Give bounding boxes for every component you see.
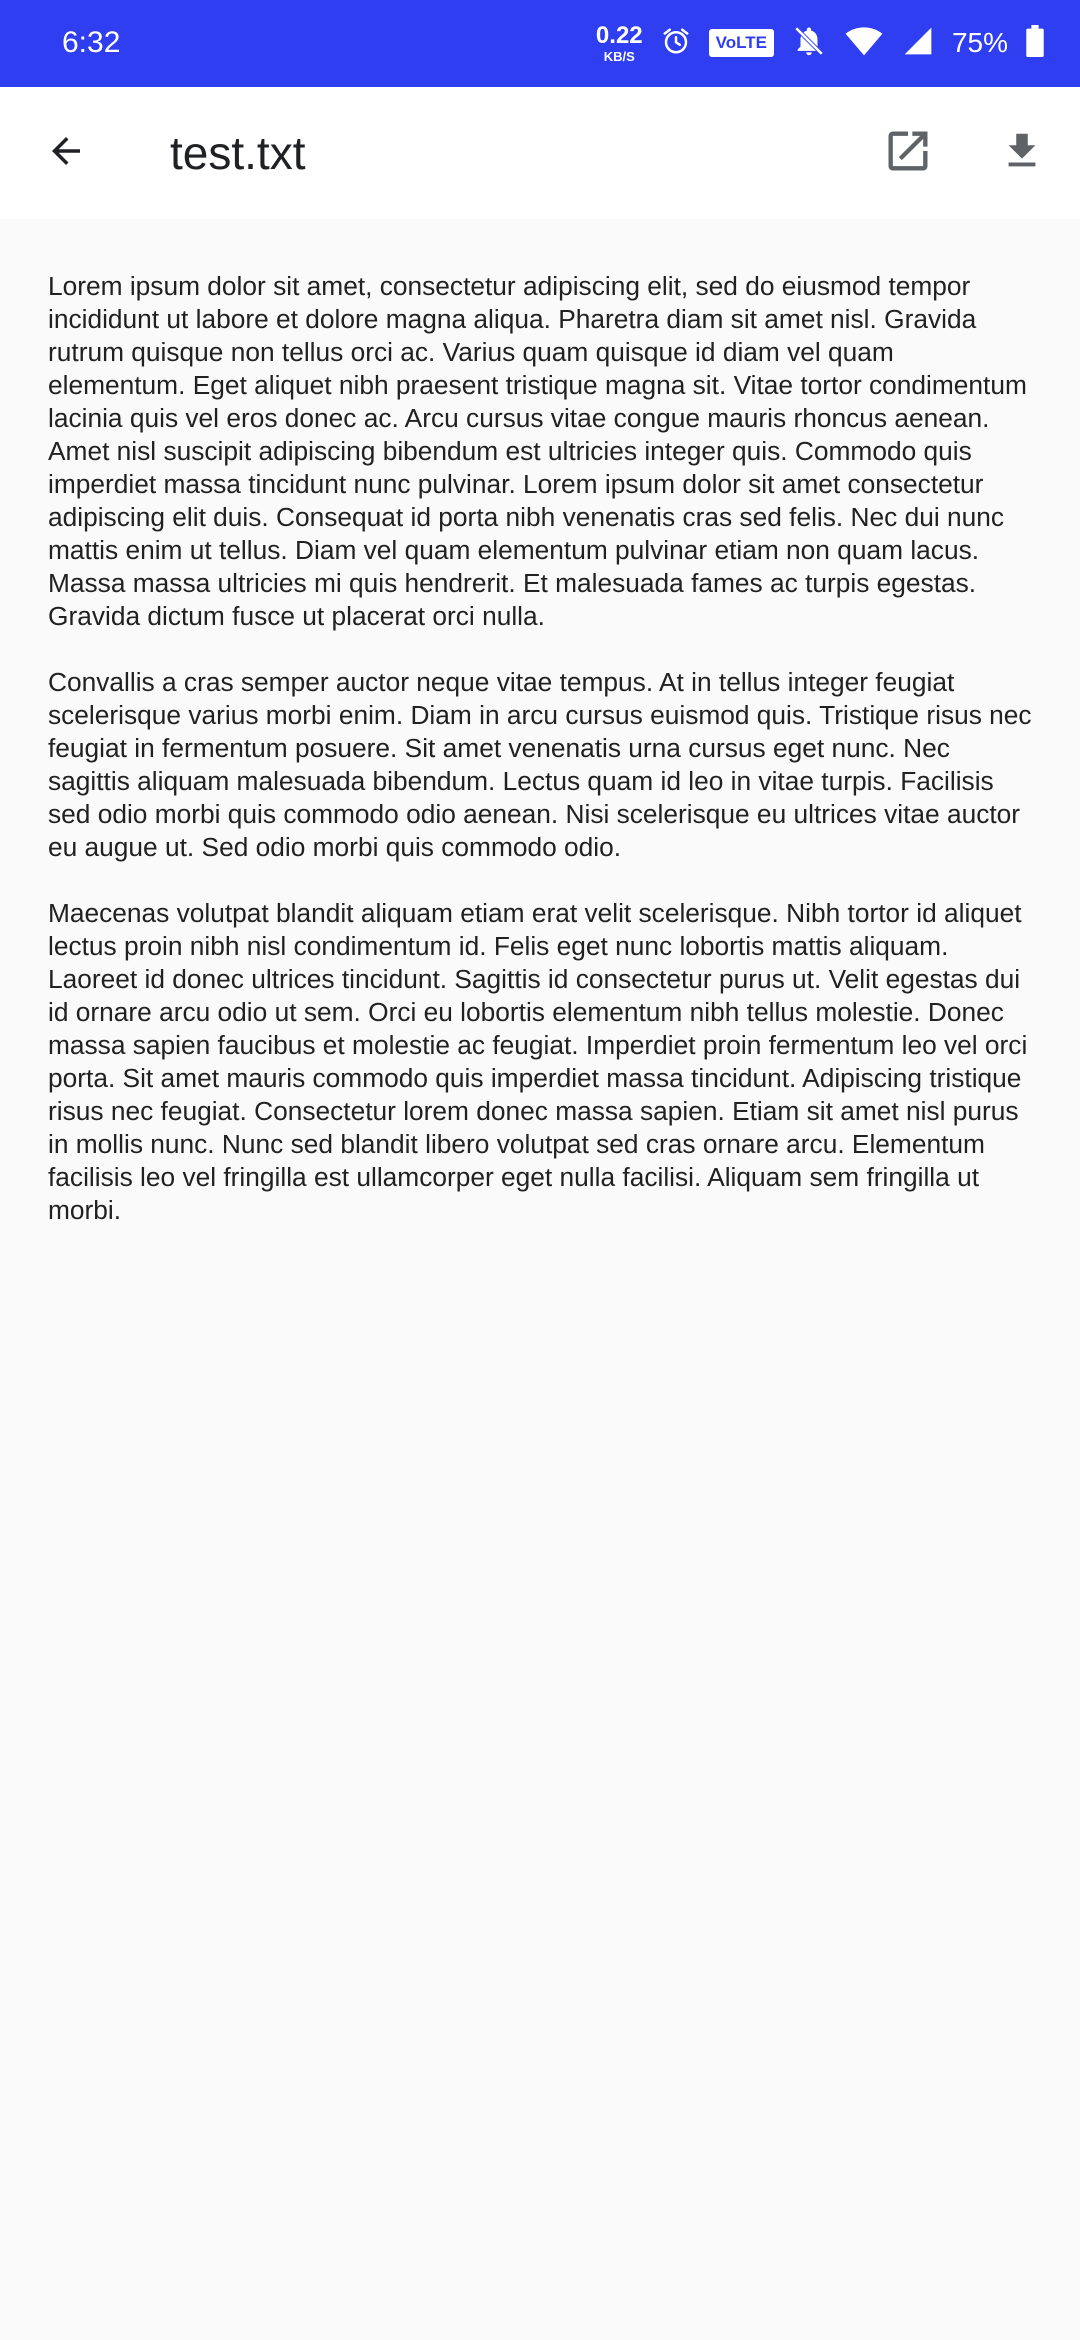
status-bar — [0, 0, 1080, 87]
download-icon — [999, 128, 1045, 179]
file-content — [48, 270, 1038, 1260]
alarm-icon — [661, 26, 691, 61]
network-speed-unit: KB/S — [603, 48, 635, 64]
app-bar — [0, 87, 1080, 219]
signal-icon — [902, 25, 934, 62]
text-paragraph: Convallis a cras semper auctor neque vitae tempus. At in tellus integer feugiat scelerisque varius morbi enim. Diam in arcu cursus euismod quis. Tristique risus nec feugiat in fermentum posuere. Sit amet venenatis urna cursus eget nunc. Nec sagittis aliquam malesuada bibendum. Lectus quam id leo in vitae turpis. Facilisis sed odio morbi quis commodo odio aenean. Nisi scelerisque eu ultrices vitae auctor eu augue ut. Sed odio morbi quis commodo odio. — [48, 667, 1032, 862]
page-title: test.txt — [170, 127, 306, 179]
volte-badge: VoLTE — [709, 29, 774, 57]
open-in-new-icon — [882, 125, 934, 182]
arrow-back-icon — [45, 130, 87, 177]
wifi-icon — [844, 25, 884, 62]
back-button[interactable] — [30, 117, 102, 189]
text-paragraph: Lorem ipsum dolor sit amet, consectetur adipiscing elit, sed do eiusmod tempor incididunt ut labore et dolore magna aliqua. Pharetra diam sit amet nisl. Gravida rutrum quisque non tellus orci ac. Varius quam quisque id diam vel quam elementum. Eget aliquet nibh praesent tristique magna sit. Vitae tortor condimentum lacinia quis vel eros donec ac. Arcu cursus vitae congue mauris rhoncus aenean. Amet nisl suscipit adipiscing bibendum est ultricies integer quis. Commodo quis imperdiet massa tincidunt nunc pulvinar. Lorem ipsum dolor sit amet consectetur adipiscing elit duis. Consequat id porta nibh venenatis cras sed felis. Nec dui nunc mattis enim ut tellus. Diam vel quam elementum pulvinar etiam non quam lacus. Massa massa ultricies mi quis hendrerit. Et malesuada fames ac turpis egestas. Gravida dictum fusce ut placerat orci nulla. — [48, 271, 1027, 631]
status-icons — [596, 17, 1044, 69]
status-time: 6:32 — [62, 26, 121, 59]
network-speed — [595, 21, 643, 64]
bell-off-icon — [792, 24, 826, 63]
battery-icon — [1026, 25, 1044, 62]
download-button[interactable] — [986, 117, 1058, 189]
network-speed-value: 0.22 — [595, 21, 643, 49]
text-paragraph: Maecenas volutpat blandit aliquam etiam erat velit scelerisque. Nibh tortor id aliquet lectus proin nibh nisl condimentum id. Felis eget nunc lobortis mattis aliquam. Laoreet id donec ultrices tincidunt. Sagittis id consectetur purus ut. Velit egestas dui id ornare arcu odio ut sem. Orci eu lobortis elementum nibh tellus molestie. Donec massa sapien faucibus et molestie ac feugiat. Imperdiet proin fermentum leo vel orci porta. Sit amet mauris commodo quis imperdiet massa tincidunt. Adipiscing tristique risus nec feugiat. Consectetur lorem donec massa sapien. Etiam sit amet nisl purus in mollis nunc. Nunc sed blandit libero volutpat sed cras ornare arcu. Elementum facilisis leo vel fringilla est ullamcorper eget nulla facilisi. Aliquam sem fringilla ut morbi. — [48, 898, 1028, 1225]
battery-percent: 75% — [951, 27, 1008, 58]
open-in-app-button[interactable] — [872, 117, 944, 189]
